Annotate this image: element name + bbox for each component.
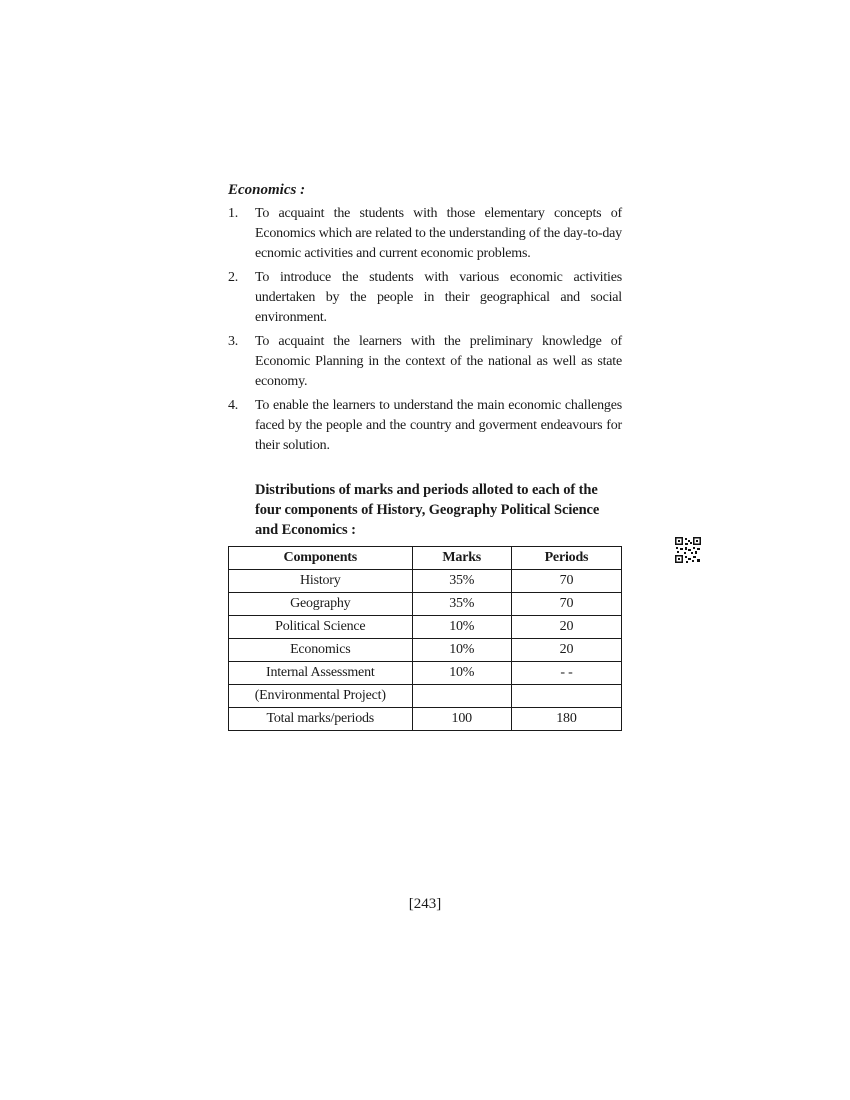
table-row — [229, 708, 622, 731]
table-row — [229, 685, 622, 708]
cell-periods: 20 — [511, 616, 621, 639]
table-row — [229, 639, 622, 662]
qr-code-icon — [675, 537, 701, 563]
cell-marks: 35% — [412, 570, 511, 593]
distribution-heading: Distributions of marks and periods alloted to each of the four components of History, Geography Political Science and Economics : — [255, 482, 600, 538]
cell-periods: 20 — [511, 639, 621, 662]
marks-table — [228, 546, 622, 731]
objective-text: To enable the learners to understand the main economic challenges faced by the people and the country and goverment endeavours for their solution. — [255, 398, 622, 453]
table-row — [229, 593, 622, 616]
objective-item — [228, 332, 622, 392]
objective-item — [228, 396, 622, 456]
cell-component: (Environmental Project) — [229, 685, 413, 708]
objective-item — [228, 268, 622, 328]
page-content — [228, 180, 622, 731]
cell-component: Political Science — [229, 616, 413, 639]
table-header-row — [229, 547, 622, 570]
objective-item — [228, 204, 622, 264]
table-row — [229, 570, 622, 593]
objective-text: To acquaint the students with those elementary concepts of Economics which are related to the understanding of the day-to-day ecnomic activities and current economic problems. — [255, 206, 622, 261]
objectives-list — [228, 204, 622, 456]
cell-periods: 70 — [511, 570, 621, 593]
cell-component: Economics — [229, 639, 413, 662]
cell-component: Internal Assessment — [229, 662, 413, 685]
cell-marks: 10% — [412, 616, 511, 639]
cell-marks: 10% — [412, 639, 511, 662]
objective-text: To acquaint the learners with the preliminary knowledge of Economic Planning in the context of the national as well as state economy. — [255, 334, 622, 389]
cell-marks: 100 — [412, 708, 511, 731]
cell-periods: 70 — [511, 593, 621, 616]
objective-number: 4. — [228, 398, 239, 413]
objective-number: 1. — [228, 206, 239, 221]
table-row — [229, 616, 622, 639]
cell-component: Geography — [229, 593, 413, 616]
objective-text: To introduce the students with various economic activities undertaken by the people in their geographical and social environment. — [255, 270, 622, 325]
page-number: [243] — [408, 896, 442, 912]
cell-marks: 35% — [412, 593, 511, 616]
objective-number: 2. — [228, 270, 239, 285]
cell-periods — [511, 685, 621, 708]
section-heading: Economics : — [228, 182, 306, 198]
cell-component: Total marks/periods — [229, 708, 413, 731]
column-header-periods: Periods — [511, 547, 621, 570]
cell-component: History — [229, 570, 413, 593]
cell-periods: 180 — [511, 708, 621, 731]
column-header-components: Components — [229, 547, 413, 570]
cell-marks: 10% — [412, 662, 511, 685]
cell-periods: - - — [511, 662, 621, 685]
column-header-marks: Marks — [412, 547, 511, 570]
table-row — [229, 662, 622, 685]
cell-marks — [412, 685, 511, 708]
objective-number: 3. — [228, 334, 239, 349]
